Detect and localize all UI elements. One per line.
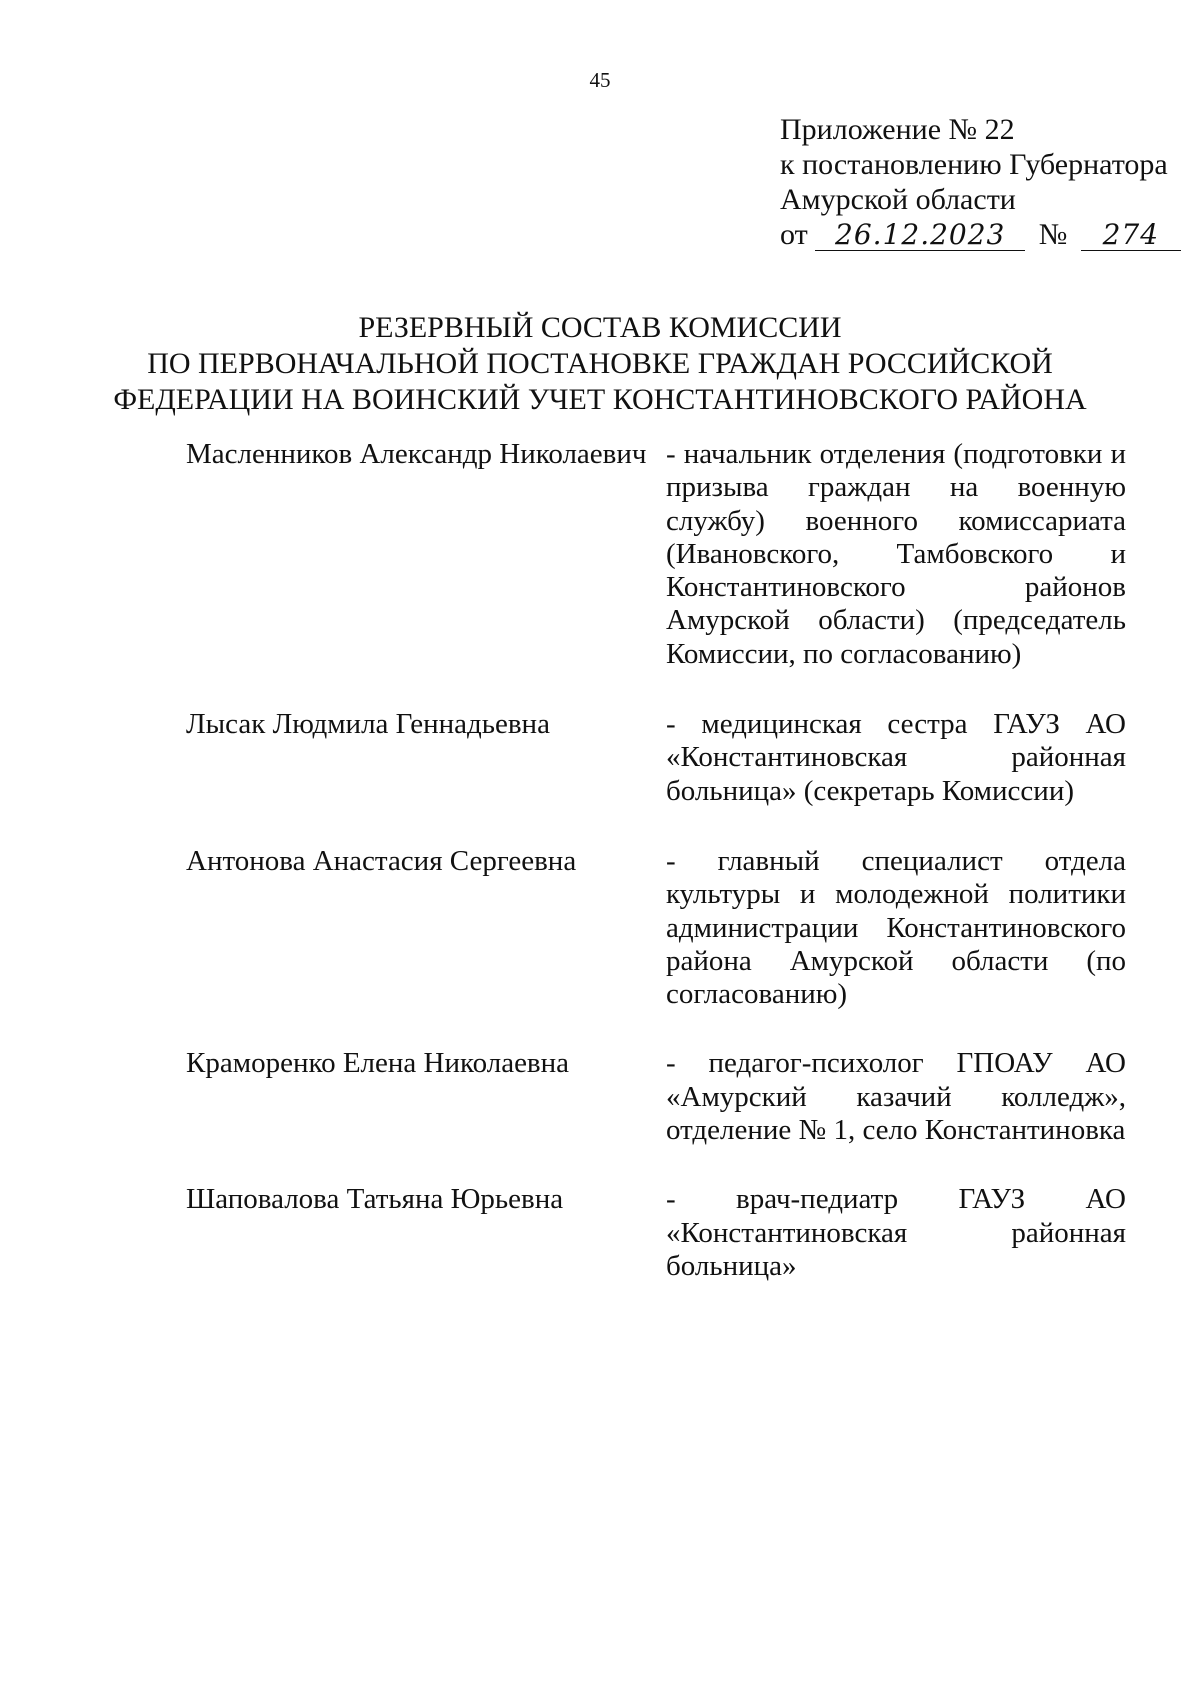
- member-row: [186, 845, 1126, 1011]
- member-role: - врач-педиатр ГАУЗ АО «Константиновская районная больница»: [666, 1183, 1126, 1282]
- member-role: - медицинская сестра ГАУЗ АО «Константиновская районная больница» (секретарь Комиссии): [666, 708, 1126, 807]
- member-name: Лысак Людмила Геннадьевна: [186, 708, 550, 741]
- appendix-number: Приложение № 22: [780, 113, 1015, 146]
- appendix-region: Амурской области: [780, 183, 1016, 216]
- handwritten-number: 274: [1081, 220, 1181, 251]
- member-role: - педагог-психолог ГПОАУ АО «Амурский казачий колледж», отделение № 1, село Константиновка: [666, 1047, 1126, 1147]
- title-line-2: ПО ПЕРВОНАЧАЛЬНОЙ ПОСТАНОВКЕ ГРАЖДАН РОССИЙСКОЙ: [147, 347, 1053, 380]
- member-role: - главный специалист отдела культуры и молодежной политики администрации Константиновского района Амурской области (по согласованию): [666, 844, 1126, 1011]
- appendix-date-row: [780, 217, 1180, 252]
- handwritten-date: 26.12.2023: [815, 220, 1025, 251]
- member-row: [186, 1047, 1126, 1147]
- member-list: [186, 438, 1126, 1283]
- member-name: Масленников Александр Николаевич: [186, 438, 647, 470]
- member-name: Краморенко Елена Николаевна: [186, 1047, 570, 1080]
- member-row: [186, 438, 1126, 671]
- title-line-1: РЕЗЕРВНЫЙ СОСТАВ КОМИССИИ: [358, 311, 842, 344]
- member-role: - начальник отделения (подготовки и призыва граждан на военную службу) военного комиссариата (Ивановского, Тамбовского и Константиновского районов Амурской области) (председатель Комиссии, по согласованию): [666, 438, 1126, 670]
- date-from-label: от: [780, 218, 808, 251]
- appendix-block: [780, 112, 1180, 252]
- member-name: Антонова Анастасия Сергеевна: [186, 844, 577, 877]
- title-line-3: ФЕДЕРАЦИИ НА ВОИНСКИЙ УЧЕТ КОНСТАНТИНОВСКОГО РАЙОНА: [113, 383, 1087, 416]
- number-label: №: [1038, 218, 1068, 251]
- member-name: Шаповалова Татьяна Юрьевна: [186, 1183, 564, 1216]
- appendix-decree-ref: к постановлению Губернатора: [780, 148, 1168, 181]
- member-row: [186, 1183, 1126, 1283]
- page-number: 45: [589, 68, 611, 92]
- member-row: [186, 708, 1126, 808]
- document-title: [0, 310, 1200, 418]
